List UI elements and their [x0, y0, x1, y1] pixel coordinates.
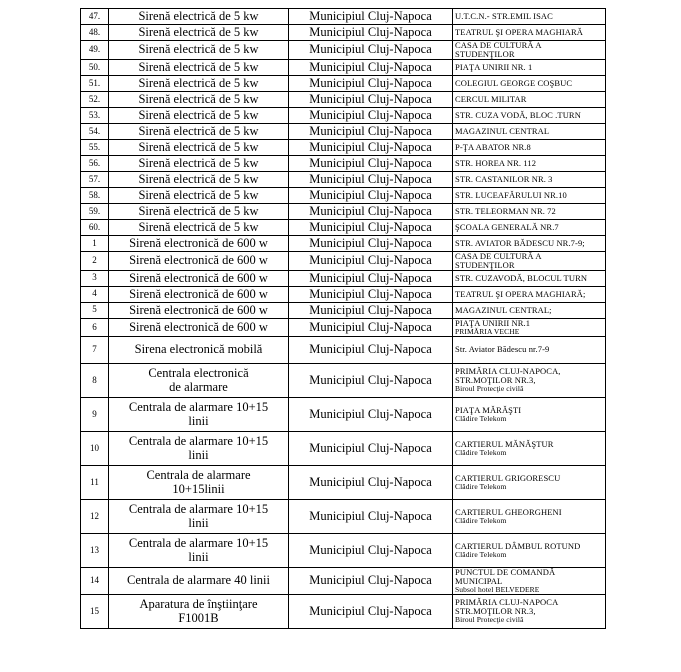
address-main: PIAŢA MĂRĂŞTI: [455, 404, 522, 415]
table-row: [81, 567, 606, 594]
table-row: [81, 318, 606, 336]
address-sub: Clădire Telekom: [455, 481, 507, 491]
cell-index: 9: [81, 397, 109, 431]
cell-location: Municipiul Cluj-Napoca: [289, 567, 453, 594]
table-row: [81, 431, 606, 465]
cell-location: Municipiul Cluj-Napoca: [289, 363, 453, 397]
cell-address: PIAŢA UNIRII NR. 1: [453, 59, 606, 75]
cell-device: Sirenă electrică de 5 kw: [109, 75, 289, 91]
cell-index: 49.: [81, 41, 109, 60]
device-line-2: 10+15linii: [172, 482, 225, 497]
address-sub: Clădire Telekom: [455, 549, 507, 559]
device-line-2: de alarmare: [169, 380, 228, 395]
cell-index: 5: [81, 302, 109, 318]
address-main: CARTIERUL GHEORGHENI: [455, 506, 562, 517]
cell-location: Municipiul Cluj-Napoca: [289, 41, 453, 60]
cell-location: Municipiul Cluj-Napoca: [289, 251, 453, 270]
cell-address: [453, 363, 606, 397]
cell-index: 10: [81, 431, 109, 465]
address-main: CARTIERUL GRIGORESCU: [455, 472, 561, 483]
cell-address: [453, 431, 606, 465]
cell-location: Municipiul Cluj-Napoca: [289, 25, 453, 41]
cell-location: Municipiul Cluj-Napoca: [289, 397, 453, 431]
cell-device: Sirenă electronică de 600 w: [109, 251, 289, 270]
cell-location: Municipiul Cluj-Napoca: [289, 155, 453, 171]
cell-device: [109, 499, 289, 533]
address-sub: Subsol hotel BELVEDERE: [455, 584, 540, 594]
cell-device: Sirenă electrică de 5 kw: [109, 41, 289, 60]
cell-index: 53.: [81, 107, 109, 123]
device-line-2: linii: [188, 414, 209, 429]
cell-location: Municipiul Cluj-Napoca: [289, 594, 453, 628]
table-row: [81, 235, 606, 251]
table-row: [81, 75, 606, 91]
device-line-1: Centrala electronică: [148, 366, 249, 381]
cell-device: Sirenă electrică de 5 kw: [109, 155, 289, 171]
cell-index: 11: [81, 465, 109, 499]
cell-location: Municipiul Cluj-Napoca: [289, 431, 453, 465]
cell-address: CASA DE CULTURĂ A STUDENŢILOR: [453, 251, 606, 270]
cell-address: [453, 465, 606, 499]
cell-index: 14: [81, 567, 109, 594]
cell-index: 57.: [81, 171, 109, 187]
cell-device: Sirenă electrică de 5 kw: [109, 139, 289, 155]
cell-address: STR. TELEORMAN NR. 72: [453, 203, 606, 219]
cell-address: ŞCOALA GENERALĂ NR.7: [453, 219, 606, 235]
cell-index: 15: [81, 594, 109, 628]
cell-location: Municipiul Cluj-Napoca: [289, 235, 453, 251]
cell-address: STR. CUZA VODĂ, BLOC .TURN: [453, 107, 606, 123]
address-main: CARTIERUL MĂNĂŞTUR: [455, 438, 554, 449]
cell-address: STR. CASTANILOR NR. 3: [453, 171, 606, 187]
address-sub: Clădire Telekom: [455, 447, 507, 457]
cell-index: 56.: [81, 155, 109, 171]
cell-location: Municipiul Cluj-Napoca: [289, 318, 453, 336]
cell-address: [453, 397, 606, 431]
cell-location: Municipiul Cluj-Napoca: [289, 499, 453, 533]
address-main: PUNCTUL DE COMANDĂ MUNICIPAL: [455, 566, 556, 586]
cell-address: STR. HOREA NR. 112: [453, 155, 606, 171]
cell-location: Municipiul Cluj-Napoca: [289, 107, 453, 123]
cell-device: Sirena electronică mobilă: [109, 336, 289, 363]
cell-device: Sirenă electrică de 5 kw: [109, 203, 289, 219]
device-line-1: Centrala de alarmare 10+15: [128, 434, 269, 449]
table-row: [81, 171, 606, 187]
cell-location: Municipiul Cluj-Napoca: [289, 187, 453, 203]
cell-address: TEATRUL ŞI OPERA MAGHIARĂ: [453, 25, 606, 41]
cell-index: 48.: [81, 25, 109, 41]
cell-location: Municipiul Cluj-Napoca: [289, 302, 453, 318]
cell-location: Municipiul Cluj-Napoca: [289, 533, 453, 567]
cell-device: Sirenă electronică de 600 w: [109, 302, 289, 318]
cell-address: Str. Aviator Bădescu nr.7-9: [453, 336, 606, 363]
cell-device: Sirenă electrică de 5 kw: [109, 219, 289, 235]
cell-device: Sirenă electronică de 600 w: [109, 270, 289, 286]
address-sub: Biroul Protecţie civilă: [455, 615, 524, 625]
cell-address: P-ŢA ABATOR NR.8: [453, 139, 606, 155]
cell-address: [453, 499, 606, 533]
cell-location: Municipiul Cluj-Napoca: [289, 171, 453, 187]
cell-device: Sirenă electrică de 5 kw: [109, 91, 289, 107]
cell-location: Municipiul Cluj-Napoca: [289, 286, 453, 302]
cell-address: [453, 567, 606, 594]
cell-device: Sirenă electrică de 5 kw: [109, 9, 289, 25]
table-row: [81, 363, 606, 397]
address-main: PIAŢA UNIRII NR.1: [455, 317, 531, 328]
table-row: [81, 9, 606, 25]
device-line-2: linii: [188, 448, 209, 463]
cell-index: 13: [81, 533, 109, 567]
address-main: CARTIERUL DÂMBUL ROTUND: [455, 540, 581, 551]
table-row: [81, 139, 606, 155]
table-row: [81, 59, 606, 75]
cell-index: 8: [81, 363, 109, 397]
cell-address: CERCUL MILITAR: [453, 91, 606, 107]
cell-location: Municipiul Cluj-Napoca: [289, 465, 453, 499]
cell-index: 47.: [81, 9, 109, 25]
cell-index: 3: [81, 270, 109, 286]
address-sub: Biroul Protecţie civilă: [455, 384, 524, 394]
table-row: [81, 499, 606, 533]
cell-device: Sirenă electrică de 5 kw: [109, 25, 289, 41]
device-line-1: Centrala de alarmare: [146, 468, 251, 483]
cell-index: 4: [81, 286, 109, 302]
cell-address: COLEGIUL GEORGE COŞBUC: [453, 75, 606, 91]
device-line-1: Centrala de alarmare 10+15: [128, 400, 269, 415]
table-row: [81, 302, 606, 318]
cell-address: [453, 594, 606, 628]
device-line-2: linii: [188, 516, 209, 531]
cell-index: 60.: [81, 219, 109, 235]
cell-index: 52.: [81, 91, 109, 107]
table-row: [81, 336, 606, 363]
address-main: PRIMĂRIA CLUJ-NAPOCA STR.MOŢILOR NR.3,: [455, 597, 558, 617]
cell-address: STR. AVIATOR BĂDESCU NR.7-9;: [453, 235, 606, 251]
device-line-1: Centrala de alarmare 10+15: [128, 536, 269, 551]
address-sub: PRIMĂRIA VECHE: [455, 326, 520, 336]
cell-device: [109, 431, 289, 465]
table-row: [81, 397, 606, 431]
cell-location: Municipiul Cluj-Napoca: [289, 123, 453, 139]
table-row: [81, 219, 606, 235]
cell-location: Municipiul Cluj-Napoca: [289, 203, 453, 219]
cell-location: Municipiul Cluj-Napoca: [289, 219, 453, 235]
cell-index: 59.: [81, 203, 109, 219]
cell-location: Municipiul Cluj-Napoca: [289, 270, 453, 286]
table-row: [81, 155, 606, 171]
cell-address: [453, 318, 606, 336]
table-row: [81, 123, 606, 139]
table-row: [81, 187, 606, 203]
cell-address: TEATRUL ŞI OPERA MAGHIARĂ;: [453, 286, 606, 302]
cell-address: CASA DE CULTURĂ A STUDENŢILOR: [453, 41, 606, 60]
cell-device: Sirenă electronică de 600 w: [109, 318, 289, 336]
cell-location: Municipiul Cluj-Napoca: [289, 75, 453, 91]
cell-index: 12: [81, 499, 109, 533]
cell-device: [109, 397, 289, 431]
table-row: [81, 465, 606, 499]
cell-location: Municipiul Cluj-Napoca: [289, 59, 453, 75]
address-main: PRIMĂRIA CLUJ-NAPOCA, STR.MOŢILOR NR.3,: [455, 366, 561, 386]
table-row: [81, 41, 606, 60]
cell-device: Sirenă electrică de 5 kw: [109, 171, 289, 187]
cell-index: 54.: [81, 123, 109, 139]
table-row: [81, 270, 606, 286]
cell-device: Sirenă electronică de 600 w: [109, 286, 289, 302]
cell-address: MAGAZINUL CENTRAL;: [453, 302, 606, 318]
cell-index: 50.: [81, 59, 109, 75]
cell-device: Sirenă electronică de 600 w: [109, 235, 289, 251]
cell-index: 1: [81, 235, 109, 251]
cell-device: [109, 594, 289, 628]
cell-index: 58.: [81, 187, 109, 203]
cell-index: 7: [81, 336, 109, 363]
address-sub: Clădire Telekom: [455, 413, 507, 423]
cell-address: STR. CUZAVODĂ, BLOCUL TURN: [453, 270, 606, 286]
cell-device: [109, 363, 289, 397]
table-row: [81, 25, 606, 41]
cell-index: 2: [81, 251, 109, 270]
table-row: [81, 286, 606, 302]
sirens-table: [80, 8, 606, 629]
cell-address: [453, 533, 606, 567]
cell-device: Sirenă electrică de 5 kw: [109, 107, 289, 123]
cell-index: 55.: [81, 139, 109, 155]
device-line-2: linii: [188, 550, 209, 565]
device-line-2: F1001B: [178, 611, 219, 626]
cell-address: STR. LUCEAFĂRULUI NR.10: [453, 187, 606, 203]
address-sub: Clădire Telekom: [455, 515, 507, 525]
cell-device: Sirenă electrică de 5 kw: [109, 59, 289, 75]
table-row: [81, 594, 606, 628]
cell-location: Municipiul Cluj-Napoca: [289, 139, 453, 155]
cell-device: Sirenă electrică de 5 kw: [109, 187, 289, 203]
cell-address: MAGAZINUL CENTRAL: [453, 123, 606, 139]
cell-device: [109, 465, 289, 499]
cell-device: [109, 533, 289, 567]
cell-index: 51.: [81, 75, 109, 91]
table-row: [81, 251, 606, 270]
cell-location: Municipiul Cluj-Napoca: [289, 336, 453, 363]
device-line-1: Aparatura de înştiinţare: [139, 597, 258, 612]
table-row: [81, 107, 606, 123]
cell-address: U.T.C.N.- STR.EMIL ISAC: [453, 9, 606, 25]
cell-device: Centrala de alarmare 40 linii: [109, 567, 289, 594]
cell-location: Municipiul Cluj-Napoca: [289, 9, 453, 25]
table-row: [81, 533, 606, 567]
cell-index: 6: [81, 318, 109, 336]
table-row: [81, 91, 606, 107]
device-line-1: Centrala de alarmare 10+15: [128, 502, 269, 517]
cell-device: Sirenă electrică de 5 kw: [109, 123, 289, 139]
cell-location: Municipiul Cluj-Napoca: [289, 91, 453, 107]
table-row: [81, 203, 606, 219]
